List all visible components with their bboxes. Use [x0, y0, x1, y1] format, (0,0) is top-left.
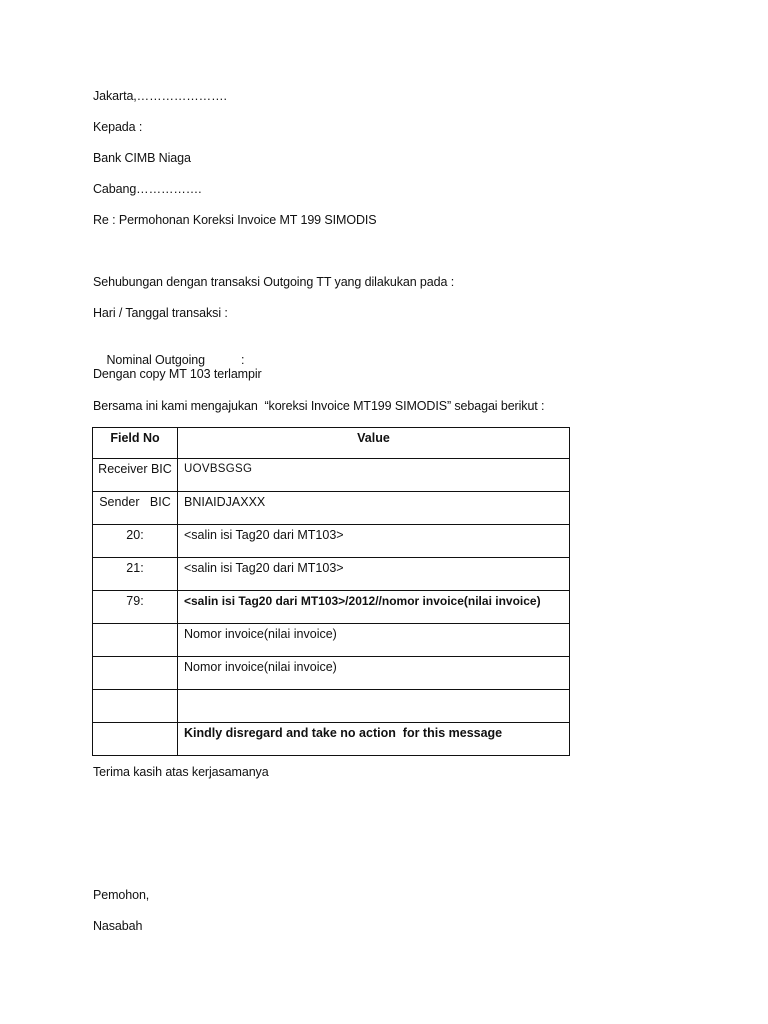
field-cell — [93, 723, 178, 756]
table-row — [93, 591, 570, 624]
table-row — [93, 624, 570, 657]
field-cell: Receiver BIC — [93, 459, 178, 492]
table-row — [93, 525, 570, 558]
field-cell: 20: — [93, 525, 178, 558]
value-cell: <salin isi Tag20 dari MT103>/2012//nomor invoice(nilai invoice) — [178, 591, 570, 624]
table-row — [93, 558, 570, 591]
customer-label: Nasabah — [93, 919, 143, 933]
table-row — [93, 723, 570, 756]
value-cell: UOVBSGSG — [178, 459, 570, 492]
applicant-label: Pemohon, — [93, 888, 150, 902]
table-row — [93, 492, 570, 525]
table-row — [93, 459, 570, 492]
copy-note: Dengan copy MT 103 terlampir — [93, 367, 262, 381]
subject-line: Re : Permohonan Koreksi Invoice MT 199 SIMODIS — [93, 213, 377, 227]
request-paragraph: Bersama ini kami mengajukan “koreksi Invoice MT199 SIMODIS” sebagai berikut : — [93, 399, 545, 413]
value-cell — [178, 690, 570, 723]
value-cell: Nomor invoice(nilai invoice) — [178, 657, 570, 690]
field-cell — [93, 657, 178, 690]
value-cell: <salin isi Tag20 dari MT103> — [178, 525, 570, 558]
thanks-line: Terima kasih atas kerjasamanya — [93, 765, 269, 779]
value-cell: Nomor invoice(nilai invoice) — [178, 624, 570, 657]
field-cell — [93, 690, 178, 723]
recipient-label: Kepada : — [93, 120, 143, 134]
value-cell: Kindly disregard and take no action for this message — [178, 723, 570, 756]
field-cell — [93, 624, 178, 657]
intro-paragraph: Sehubungan dengan transaksi Outgoing TT yang dilakukan pada : — [93, 275, 455, 289]
nominal-label: Nominal Outgoing — [106, 353, 205, 367]
header-value: Value — [178, 428, 570, 459]
field-cell: 21: — [93, 558, 178, 591]
place-date: Jakarta,…………………. — [93, 89, 227, 103]
table-header-row — [93, 428, 570, 459]
field-cell: 79: — [93, 591, 178, 624]
value-cell: <salin isi Tag20 dari MT103> — [178, 558, 570, 591]
table-row — [93, 657, 570, 690]
branch-line: Cabang……………. — [93, 182, 202, 196]
table-row — [93, 690, 570, 723]
nominal-colon: : — [240, 353, 245, 367]
transaction-date-field: Hari / Tanggal transaksi : — [93, 306, 228, 320]
header-field-no: Field No — [93, 428, 178, 459]
value-cell: BNIAIDJAXXX — [178, 492, 570, 525]
bank-name: Bank CIMB Niaga — [93, 151, 191, 165]
field-cell: Sender BIC — [93, 492, 178, 525]
correction-table — [92, 427, 570, 756]
